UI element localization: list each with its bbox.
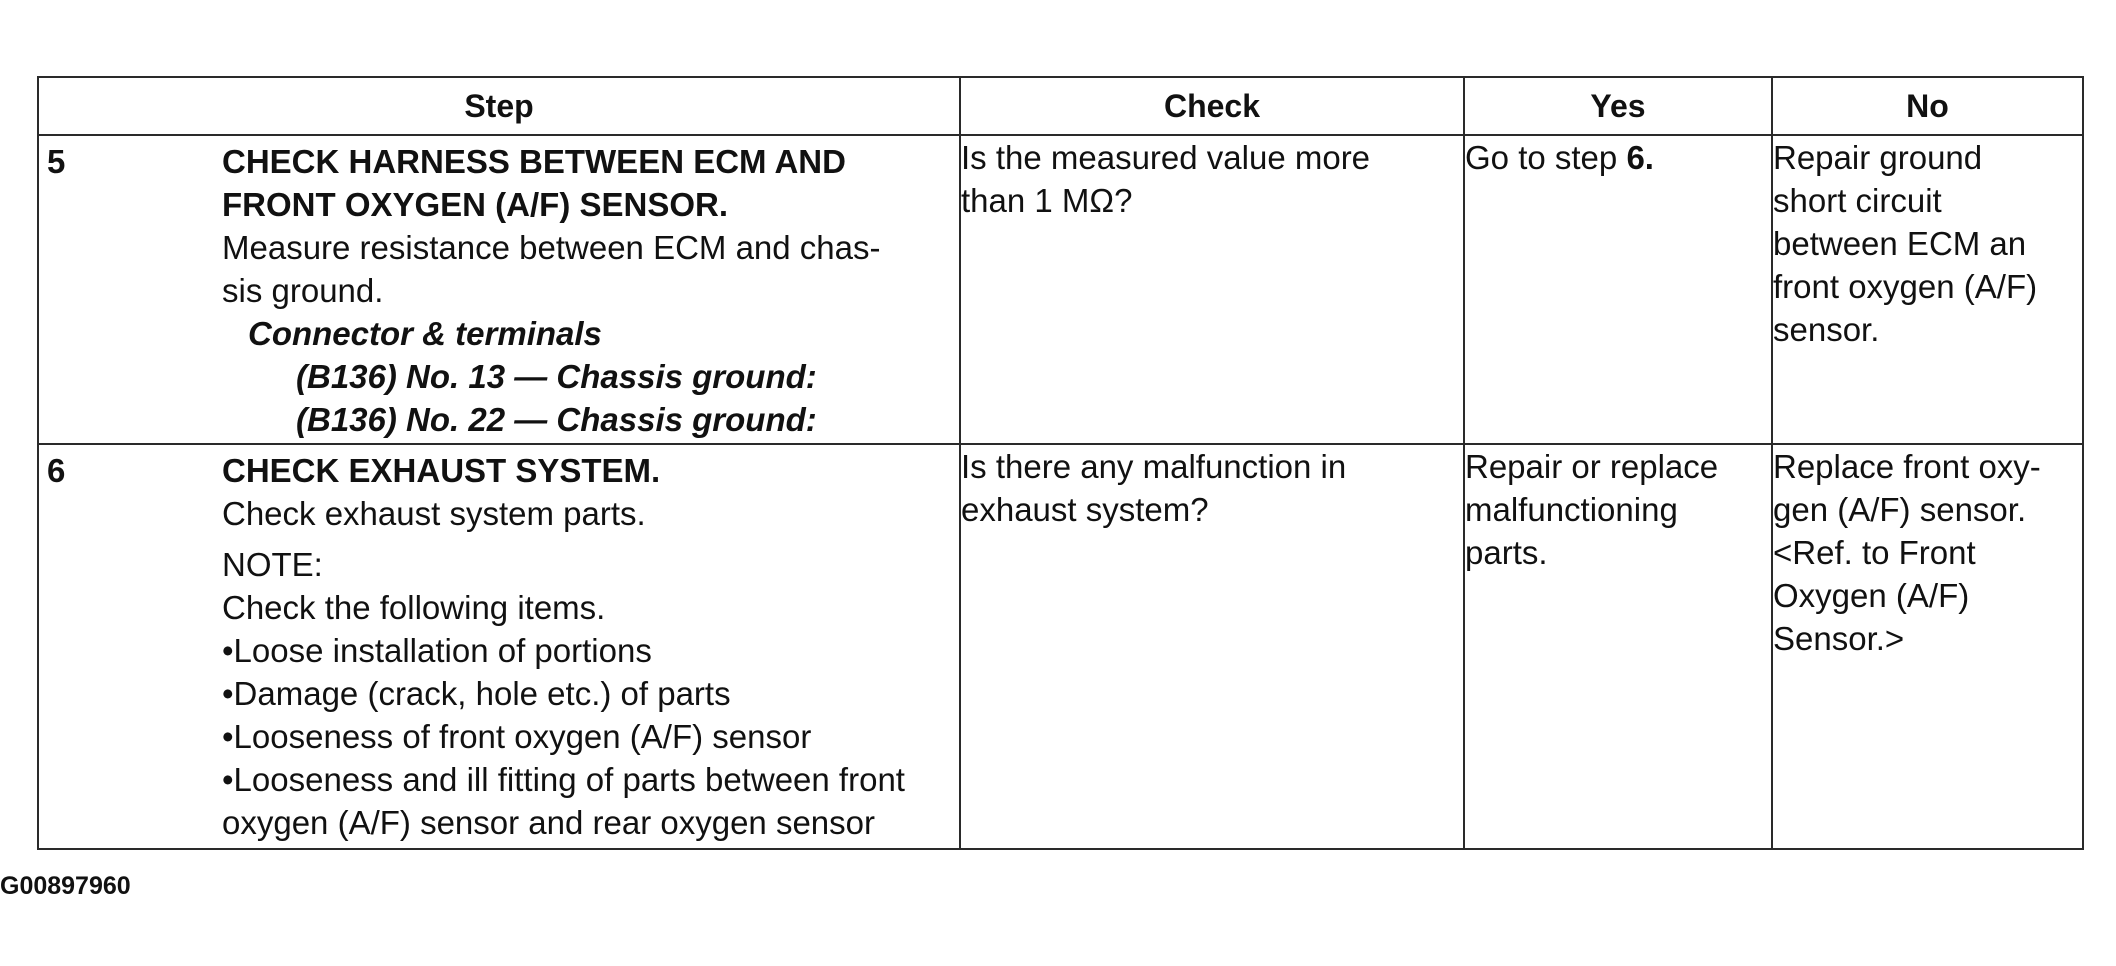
no-cell [1772, 444, 2083, 849]
no-text: short circuit [1773, 182, 1942, 219]
step-description: Measure resistance between ECM and chas- [222, 229, 881, 266]
no-text: front oxygen (A/F) [1773, 268, 2038, 305]
header-row [38, 77, 2083, 135]
step-title: CHECK HARNESS BETWEEN ECM AND [222, 143, 846, 180]
note-bullet: •Looseness of front oxygen (A/F) sensor [222, 718, 812, 755]
step-number: 5 [47, 143, 66, 180]
yes-cell [1464, 444, 1772, 849]
terminal-spec: (B136) No. 22 — Chassis ground: [296, 401, 817, 438]
step-number: 6 [47, 452, 66, 489]
figure-id: G00897960 [0, 872, 131, 900]
no-text: Repair ground [1773, 139, 1983, 176]
connector-heading: Connector & terminals [248, 315, 602, 352]
check-cell [960, 135, 1464, 444]
yes-cell [1464, 135, 1772, 444]
no-text: Sensor.> [1773, 620, 1905, 657]
check-text: exhaust system? [961, 491, 1209, 528]
step-cell [38, 444, 960, 849]
step-description: Check exhaust system parts. [222, 495, 646, 532]
note-text: Check the following items. [222, 589, 606, 626]
no-text: sensor. [1773, 311, 1880, 348]
no-text: gen (A/F) sensor. [1773, 491, 2027, 528]
note-bullet: oxygen (A/F) sensor and rear oxygen sensor [222, 804, 875, 841]
step-title: CHECK EXHAUST SYSTEM. [222, 452, 661, 489]
yes-text: Repair or replace [1465, 448, 1719, 485]
no-text: Oxygen (A/F) [1773, 577, 1970, 614]
no-cell [1772, 135, 2083, 444]
check-cell [960, 444, 1464, 849]
step-reference: 6. [1626, 139, 1654, 176]
step-title: FRONT OXYGEN (A/F) SENSOR. [222, 186, 729, 223]
step-description: sis ground. [222, 272, 384, 309]
yes-text: malfunctioning [1465, 491, 1678, 528]
header-no: No [1772, 77, 2083, 135]
header-step: Step [38, 77, 960, 135]
diagnostic-table [37, 76, 2084, 850]
note-bullet: •Loose installation of portions [222, 632, 652, 669]
note-label: NOTE: [222, 546, 323, 583]
no-text: <Ref. to Front [1773, 534, 1976, 571]
note-bullet: •Looseness and ill fitting of parts between front [222, 761, 905, 798]
check-text: Is the measured value more [961, 139, 1371, 176]
step-cell [38, 135, 960, 444]
check-text: than 1 MΩ? [961, 182, 1133, 219]
yes-text: Go to step [1465, 139, 1627, 176]
no-text: between ECM an [1773, 225, 2027, 262]
yes-text: parts. [1465, 534, 1548, 571]
check-text: Is there any malfunction in [961, 448, 1347, 485]
note-bullet: •Damage (crack, hole etc.) of parts [222, 675, 731, 712]
header-check: Check [960, 77, 1464, 135]
terminal-spec: (B136) No. 13 — Chassis ground: [296, 358, 817, 395]
header-yes: Yes [1464, 77, 1772, 135]
table-row [38, 135, 2083, 444]
table-row [38, 444, 2083, 849]
no-text: Replace front oxy- [1773, 448, 2041, 485]
